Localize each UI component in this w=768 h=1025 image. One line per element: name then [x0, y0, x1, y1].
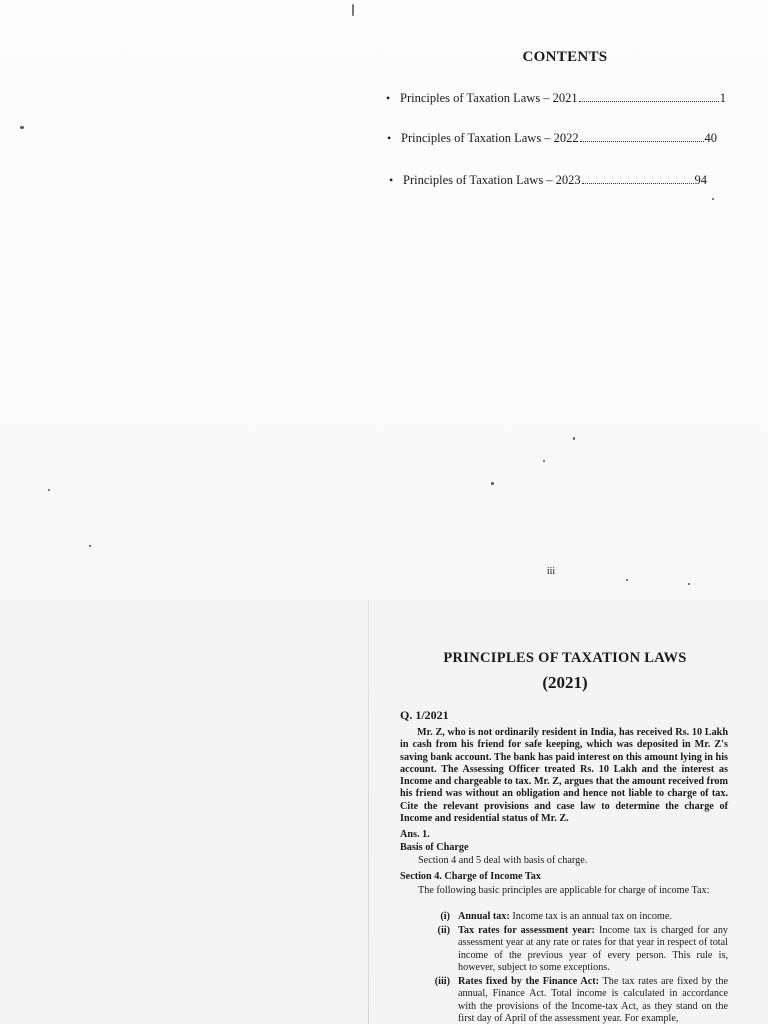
answer-label: Ans. 1. [400, 829, 430, 840]
list-item-number: (i) [440, 911, 450, 922]
toc-entry-title: Principles of Taxation Laws – 2022 [401, 131, 579, 145]
question-text: Mr. Z, who is not ordinarily resident in India, has received Rs. 10 Lakh in cash from his friend for safe keeping, which was deposited in Mr. Z's saving bank account. The bank has paid interest on this amount lying in his account. The Assessing Officer treated Rs. 10 Lakh and the interest as Income and chargeable to tax. Mr. Z, argues that the amount received from his friend was without an obligation and hence not liable to charge of tax. Cite the relevant provisions and case law to determine the charge of Income and residential status of Mr. Z. [400, 727, 728, 825]
basis-heading: Basis of Charge [400, 842, 469, 853]
chapter-year: (2021) [542, 673, 588, 692]
list-item-text: The tax rates are fixed by the annual, Finance Act. Total income is calculated in accordance with the provisions of the Income-tax Act, as they stand on the first day of April of the assessment year. For example, [458, 976, 728, 1024]
page-number: iii [546, 566, 556, 577]
scan-speck [688, 583, 690, 585]
toc-entry-title: Principles of Taxation Laws – 2023 [403, 173, 581, 187]
bullet-icon: • [387, 131, 392, 145]
contents-heading: CONTENTS [522, 49, 608, 65]
list-item-text: Income tax is charged for any assessment year at any rate or rates for that year in respect of total income of the previous year of every person. This rule is, however, subject to some exceptions. [458, 925, 729, 973]
list-item-number: (iii) [434, 976, 450, 987]
list-item [400, 925, 728, 974]
scan-gutter-line [368, 600, 369, 1024]
list-item [400, 976, 728, 1025]
toc-entry-2021[interactable] [386, 90, 726, 110]
toc-leader-dots [582, 172, 694, 184]
list-item-text: Income tax is an annual tax on income. [509, 911, 672, 922]
toc-entry-page: 1 [719, 91, 726, 105]
toc-entry-2023[interactable] [389, 172, 707, 192]
bullet-icon: • [386, 91, 391, 105]
scan-speck [626, 579, 628, 581]
list-item-label: Tax rates for assessment year: [458, 925, 595, 936]
scan-speck [48, 489, 50, 491]
bullet-icon: • [389, 173, 394, 187]
question-label: Q. 1/2021 [400, 708, 449, 722]
toc-entry-page: 94 [694, 173, 707, 187]
list-item-label: Rates fixed by the Finance Act: [458, 976, 600, 987]
list-item-label: Annual tax: [458, 911, 510, 922]
scan-speck [20, 126, 24, 129]
scan-speck [352, 4, 354, 16]
scan-speck [89, 545, 91, 547]
toc-entry-title: Principles of Taxation Laws – 2021 [400, 91, 578, 105]
section-heading: Section 4. Charge of Income Tax [400, 871, 541, 882]
list-item-number: (ii) [437, 925, 450, 936]
toc-leader-dots [580, 130, 704, 142]
scan-speck [573, 437, 575, 440]
toc-entry-2022[interactable] [387, 130, 717, 150]
section-intro: The following basic principles are applicable for charge of income Tax: [418, 885, 710, 896]
chapter-title: PRINCIPLES OF TAXATION LAWS [443, 650, 687, 666]
list-item [400, 911, 728, 923]
toc-entry-page: 40 [704, 131, 717, 145]
toc-leader-dots [579, 90, 719, 102]
scan-speck [543, 460, 545, 462]
scan-speck [712, 198, 714, 200]
scan-speck [491, 482, 494, 485]
basis-text: Section 4 and 5 deal with basis of charge. [418, 855, 588, 866]
